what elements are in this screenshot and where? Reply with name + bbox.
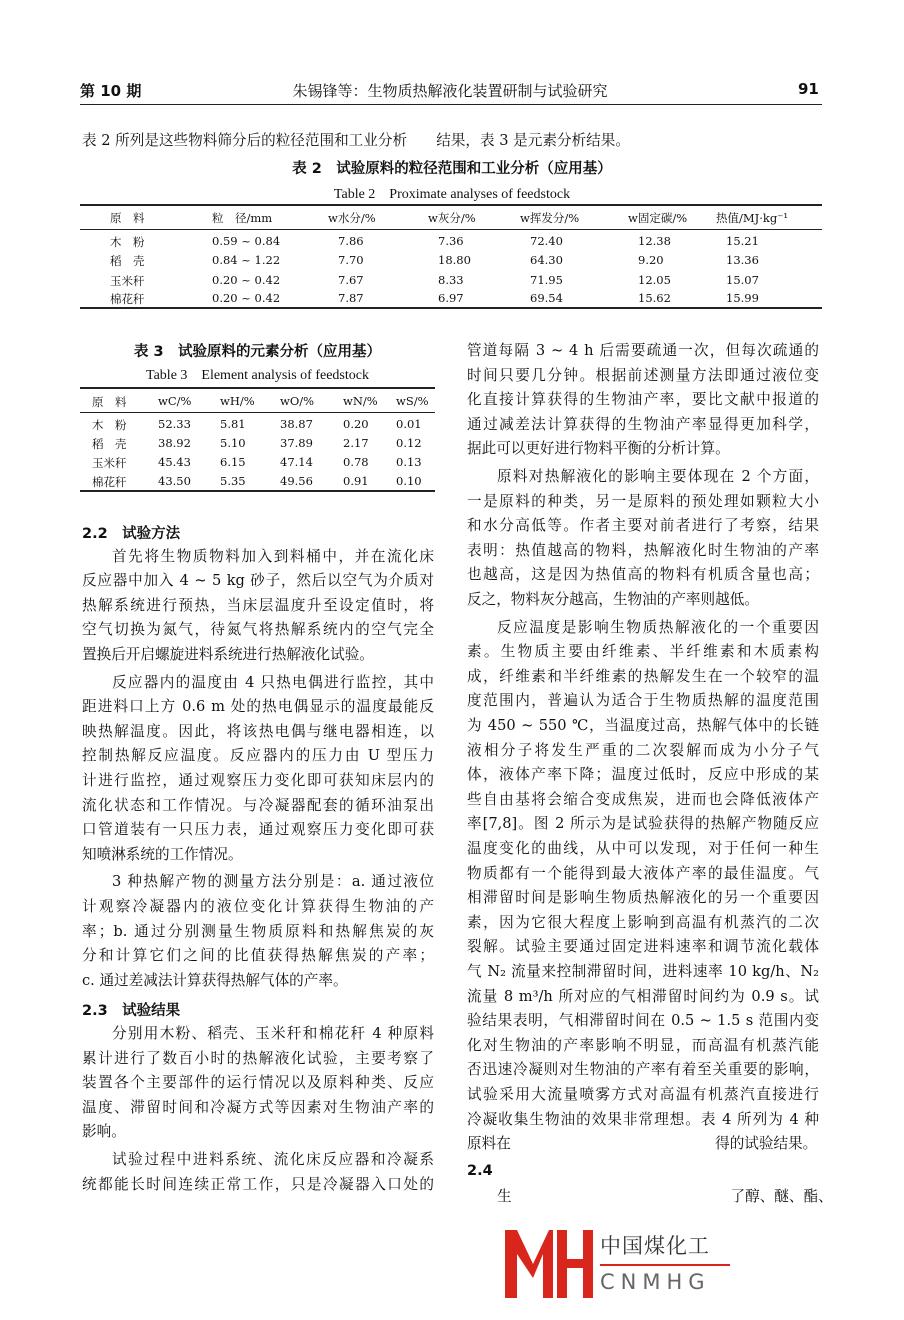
issue-label: 第 10 期 [80, 82, 142, 100]
table-2-caption-en: Table 2 Proximate analyses of feedstock [333, 187, 571, 202]
text-line: 也越高，这是因为热值高的物料有机质含量也高； [467, 566, 819, 584]
text-line: 计观察冷凝器内的液位变化计算获得生物油的产 [82, 898, 434, 915]
watermark-logo [503, 1228, 595, 1298]
text-line: 率；b. 通过分别测量生物质原料和热解焦炭的灰 [82, 922, 434, 940]
text-line: c. 通过差减法计算获得热解气体的产率。 [82, 971, 348, 989]
text-line: 据此可以更好进行物料平衡的分析计算。 [467, 440, 730, 458]
mh-logo-icon [503, 1228, 595, 1298]
text-line: 统都能长时间连续正常工作，只是冷凝器入口处的 [82, 1175, 434, 1193]
text-line: 分和计算它们之间的比值获得热解焦炭的产率； [82, 947, 434, 965]
text-line: 化对生物油的产率影响不明显，而高温有机蒸汽能 [467, 1036, 819, 1054]
table-cell: 7.87 [338, 291, 364, 305]
text-line: 率[7,8]。图 2 所示为是试验获得的热解产物随反应 [467, 815, 819, 833]
table-cell: 棉花秆 [110, 292, 145, 306]
table-cell: 15.62 [638, 291, 671, 305]
text-line: 管道每隔 3 ~ 4 h 后需要疏通一次，但每次疏通的 [467, 342, 819, 359]
table-header-cell: wC/% [158, 394, 192, 408]
text-line: 控制热解反应温度。反应器内的压力由 U 型压力 [82, 747, 434, 765]
text-line: 映热解温度。因此，将该热电偶与继电器相连，以 [82, 722, 434, 740]
running-title: 朱锡锋等：生物质热解液化装置研制与试验研究 [292, 82, 608, 100]
table-cell: 7.70 [338, 253, 364, 267]
text-line: 些自由基将会缩合变成焦炭，进而也会降低液体产 [467, 790, 819, 808]
text-line: 试验过程中进料系统、流化床反应器和冷凝系 [112, 1151, 434, 1168]
intro-line: 表 2 所列是这些物料筛分后的粒径范围和工业分析 结果，表 3 是元素分析结果。 [82, 132, 630, 149]
text-line: 流量 8 m³/h 所对应的气相滞留时间约为 0.9 s。试 [467, 987, 819, 1005]
text-line: 反应器内的温度由 4 只热电偶进行监控，其中 [112, 673, 434, 691]
table-cell: 72.40 [530, 234, 563, 248]
table-cell: 木 粉 [110, 235, 145, 249]
text-line: 气 N₂ 流量来控制滞留时间，进料速率 10 kg/h、N₂ [467, 963, 819, 980]
table-cell: 0.84 ~ 1.22 [212, 253, 281, 267]
text-line: 热解系统进行预热，当床层温度升至设定值时，将 [82, 596, 434, 614]
text-line: 置换后开启螺旋进料系统进行热解液化试验。 [82, 646, 374, 663]
table-3 [80, 0, 435, 500]
table-cell: 稻 壳 [92, 437, 127, 451]
section-heading: 2.3 试验结果 [82, 1003, 181, 1020]
table-cell: 0.59 ~ 0.84 [212, 234, 281, 248]
table-header-cell: w灰分/% [428, 211, 476, 225]
text-line: 否迅速冷凝则对生物油的产率有着至关重要的影响， [467, 1061, 819, 1079]
table-cell: 49.56 [280, 474, 313, 488]
table-header-cell: 粒 径/mm [212, 211, 273, 225]
text-line: 成，纤维素和半纤维素的热解发生在一个较窄的温 [467, 667, 819, 685]
table-header-cell: 热值/MJ·kg⁻¹ [716, 211, 788, 225]
table-header-cell: wH/% [220, 394, 255, 408]
text-line: 分别用木粉、稻壳、玉米秆和棉花秆 4 种原料 [112, 1025, 434, 1042]
table-cell: 0.20 [343, 417, 369, 431]
text-line: 验结果表明，气相滞留时间在 0.5 ~ 1.5 s 范围内变 [467, 1012, 819, 1030]
table-cell: 0.10 [396, 474, 422, 488]
text-line: 距进料口上方 0.6 m 处的热电偶显示的温度最能反 [82, 698, 434, 716]
table-header-cell: wO/% [280, 394, 315, 408]
text-line: 知喷淋系统的工作情况。 [82, 845, 243, 863]
text-line: 相滞留时间是影响生物质热解液化的另一个重要因 [467, 889, 819, 907]
table-cell: 0.12 [396, 436, 422, 450]
table-cell: 0.20 ~ 0.42 [212, 273, 281, 287]
table-cell: 43.50 [158, 474, 191, 488]
text-line: 口管道装有一只压力表，通过观察压力变化即可获 [82, 821, 434, 839]
table-cell: 0.01 [396, 417, 422, 431]
section-heading: 2.4 [467, 1162, 493, 1179]
table-cell: 9.20 [638, 253, 664, 267]
text-line: 化直接计算获得的生物油产率，要比文献中报道的 [467, 391, 819, 409]
table-cell: 稻 壳 [110, 254, 145, 268]
text-line: 为 450 ~ 550 ℃，当温度过高，热解气体中的长链 [467, 717, 819, 734]
text-line: 原料对热解液化的影响主要体现在 2 个方面， [497, 468, 819, 485]
table-cell: 38.92 [158, 436, 191, 450]
table-cell: 0.78 [343, 455, 369, 469]
table-cell: 12.05 [638, 273, 671, 287]
table-rule [80, 490, 435, 492]
text-line: 冷凝收集生物油的效果非常理想。表 4 所列为 4 种 [467, 1110, 819, 1128]
table-cell: 5.81 [220, 417, 246, 431]
table-cell: 7.86 [338, 234, 364, 248]
text-line: 计进行监控，通过观察压力变化即可获知床层内的 [82, 772, 434, 789]
watermark-text-cn: 中国煤化工 [600, 1234, 710, 1258]
watermark [600, 1230, 730, 1296]
table-cell: 45.43 [158, 455, 191, 469]
table-cell: 0.13 [396, 455, 422, 469]
text-line: 一是原料的种类，另一是原料的预处理如颗粒大小 [467, 492, 819, 510]
table-cell: 15.07 [726, 273, 759, 287]
text-line: 空气切换为氮气，待氮气将热解系统内的空气完全 [82, 621, 434, 639]
table-cell: 71.95 [530, 273, 563, 287]
table-header-cell: 原 料 [92, 395, 127, 409]
table-cell: 38.87 [280, 417, 313, 431]
text-line: 首先将生物质物料加入到料桶中，并在流化床 [112, 547, 434, 565]
table-cell: 37.89 [280, 436, 313, 450]
text-line: 裂解。试验主要通过固定进料速率和调节流化载体 [467, 938, 819, 956]
table-header-cell: wN/% [343, 394, 378, 408]
table-cell: 15.99 [726, 291, 759, 305]
text-line: 装置各个主要部件的运行情况以及原料种类、反应 [82, 1074, 434, 1092]
text-line: 度范围内，普遍认为适合于生物质热解的温度范围 [467, 692, 819, 710]
table-cell: 5.10 [220, 436, 246, 450]
table-2-caption-cn: 表 2 试验原料的粒径范围和工业分析（应用基） [292, 161, 612, 177]
table-cell: 47.14 [280, 455, 313, 469]
text-line: 体，液体产率下降；温度过低时，反应中形成的某 [467, 766, 819, 784]
text-line: 液相分子将发生严重的二次裂解而成为小分子气 [467, 741, 819, 759]
text-line: 影响。 [82, 1123, 126, 1141]
table-cell: 18.80 [438, 253, 471, 267]
table-header-cell: w固定碳/% [628, 211, 688, 225]
text-line: 温度变化的曲线，从中可以发现，对于任何一种生 [467, 840, 819, 857]
table-cell: 2.17 [343, 436, 369, 450]
text-line: 生 了醇、醚、酯、 [497, 1188, 833, 1206]
table-rule [80, 387, 435, 389]
table-cell: 12.38 [638, 234, 671, 248]
text-line: 原料在 得的试验结果。 [467, 1135, 818, 1153]
section-heading: 2.2 试验方法 [82, 526, 181, 542]
text-line: 反之，物料灰分越高，生物油的产率则越低。 [467, 591, 759, 608]
table-cell: 64.30 [530, 253, 563, 267]
table-header-cell: 原 料 [110, 211, 145, 225]
text-line: 时间只要几分钟。根据前述测量方法即通过液位变 [467, 366, 819, 384]
table-cell: 13.36 [726, 253, 759, 267]
text-line: 试验采用大流量喷雾方式对高温有机蒸汽直接进行 [467, 1086, 819, 1103]
table-cell: 52.33 [158, 417, 191, 431]
table-cell: 6.97 [438, 291, 464, 305]
table-cell: 棉花秆 [92, 475, 127, 489]
table-header-cell: wS/% [396, 394, 429, 408]
text-line: 素，因为它很大程度上影响到高温有机蒸汽的二次 [467, 913, 819, 931]
text-line: 温度、滞留时间和冷凝方式等因素对生物油产率的 [82, 1098, 434, 1116]
text-line: 反应器中加入 4 ~ 5 kg 砂子，然后以空气为介质对 [82, 572, 434, 590]
text-line: 流化状态和工作情况。与冷凝器配套的循环油泵出 [82, 796, 434, 814]
table-cell: 7.67 [338, 273, 364, 287]
text-line: 3 种热解产物的测量方法分别是：a. 通过液位 [112, 873, 434, 891]
text-line: 累计进行了数百小时的热解液化试验，主要考察了 [82, 1049, 434, 1067]
watermark-divider [600, 1264, 730, 1266]
table-header-cell: w挥发分/% [520, 211, 580, 225]
text-line: 表明：热值越高的物料，热解液化时生物油的产率 [467, 541, 819, 559]
table-cell: 5.35 [220, 474, 246, 488]
table-cell: 0.91 [343, 474, 369, 488]
table-cell: 15.21 [726, 234, 759, 248]
table-cell: 6.15 [220, 455, 246, 469]
table-rule [80, 412, 435, 413]
table-cell: 8.33 [438, 273, 464, 287]
table-header-cell: w水分/% [328, 211, 376, 225]
text-line: 反应温度是影响生物质热解液化的一个重要因 [497, 618, 819, 636]
table-3-caption-cn: 表 3 试验原料的元素分析（应用基） [133, 344, 382, 360]
table-cell: 玉米秆 [92, 456, 127, 470]
table-cell: 7.36 [438, 234, 464, 248]
page-number: 91 [798, 80, 819, 98]
table-3-caption-en: Table 3 Element analysis of feedstock [146, 368, 369, 383]
text-line: 物质都有一个能得到最大液体产率的最佳温度。气 [467, 864, 819, 882]
text-line: 通过减差法计算获得的生物油产率显得更加科学， [467, 415, 819, 433]
table-cell: 0.20 ~ 0.42 [212, 291, 281, 305]
text-line: 和水分高低等。作者主要对前者进行了考察，结果 [467, 517, 819, 535]
text-line: 素。生物质主要由纤维素、半纤维素和木质素构 [467, 643, 819, 661]
table-cell: 木 粉 [92, 418, 127, 432]
table-cell: 玉米秆 [110, 274, 145, 288]
watermark-text-en: CNMHG [600, 1270, 711, 1294]
table-cell: 69.54 [530, 291, 563, 305]
